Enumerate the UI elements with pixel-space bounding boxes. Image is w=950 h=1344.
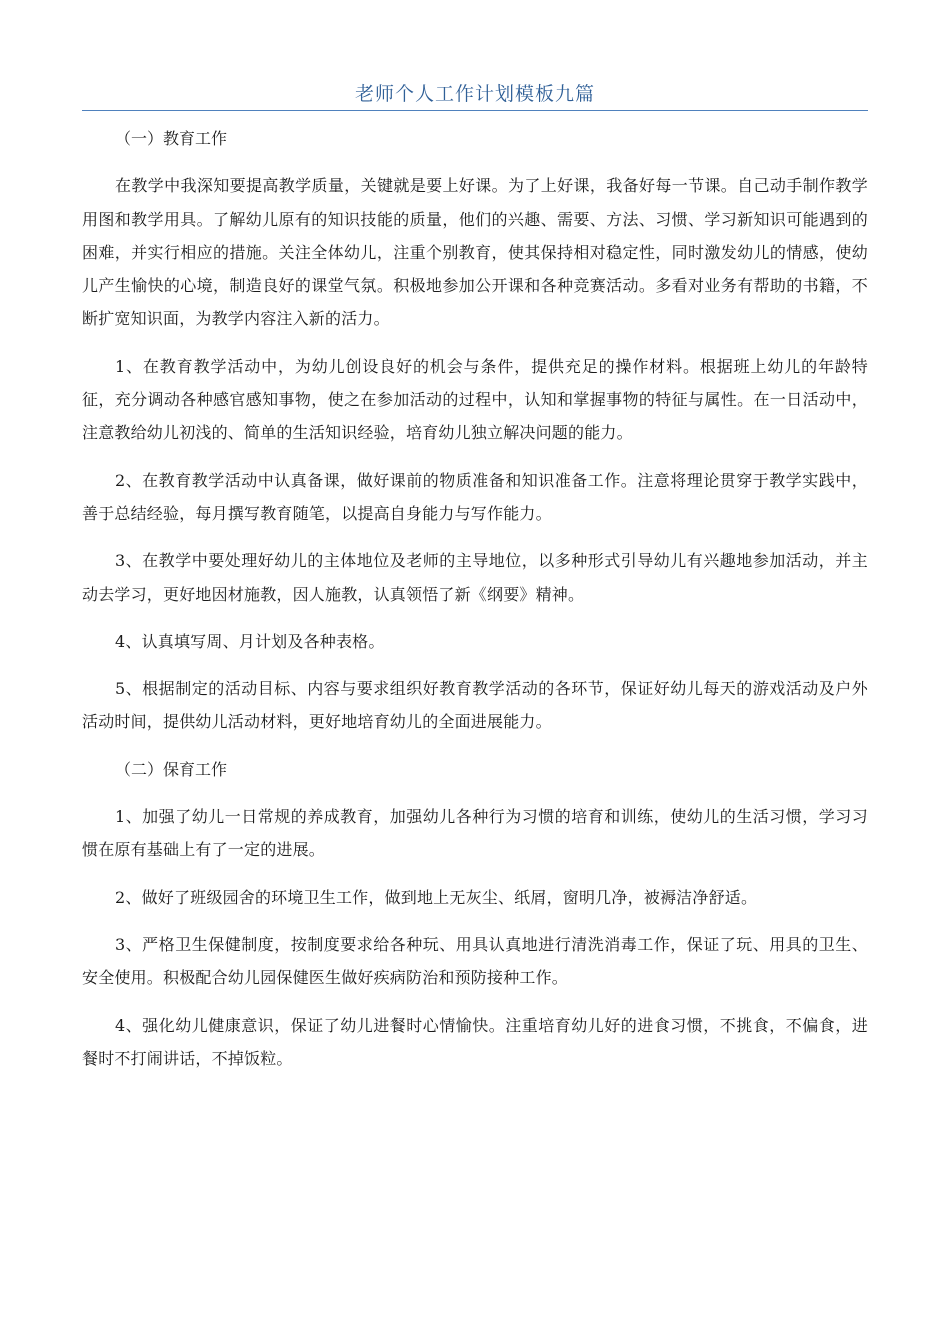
paragraph: 在教学中我深知要提高教学质量，关键就是要上好课。为了上好课，我备好每一节课。自己动手制作教学用图和教学用具。了解幼儿原有的知识技能的质量，他们的兴趣、需要、方法、习惯、学习新知识可能遇到的困难，并实行相应的措施。关注全体幼儿，注重个别教育，使其保持相对稳定性，同时激发幼儿的情感，使幼儿产生愉快的心境，制造良好的课堂气氛。积极地参加公开课和各种竞赛活动。多看对业务有帮助的书籍，不断扩宽知识面，为教学内容注入新的活力。	[82, 176, 868, 329]
paragraph: 4、认真填写周、月计划及各种表格。	[115, 631, 385, 651]
section-heading-care: （二）保育工作	[115, 759, 228, 779]
title-divider	[82, 110, 868, 111]
document-title: 老师个人工作计划模板九篇	[354, 83, 595, 105]
paragraph: 4、强化幼儿健康意识，保证了幼儿进餐时心情愉快。注重培育幼儿好的进食习惯，不挑食，不偏食，进餐时不打闹讲话，不掉饭粒。	[82, 1015, 868, 1068]
paragraph: 5、根据制定的活动目标、内容与要求组织好教育教学活动的各环节，保证好幼儿每天的游戏活动及户外活动时间，提供幼儿活动材料，更好地培育幼儿的全面进展能力。	[82, 679, 868, 732]
paragraph: 1、在教育教学活动中，为幼儿创设良好的机会与条件，提供充足的操作材料。根据班上幼儿的年龄特征，充分调动各种感官感知事物，使之在参加活动的过程中，认知和掌握事物的特征与属性。在一日活动中，注意教给幼儿初浅的、简单的生活知识经验，培育幼儿独立解决问题的能力。	[82, 356, 868, 443]
paragraph: 2、在教育教学活动中认真备课，做好课前的物质准备和知识准备工作。注意将理论贯穿于教学实践中，善于总结经验，每月撰写教育随笔，以提高自身能力与写作能力。	[82, 470, 868, 523]
section-heading-education: （一）教育工作	[115, 129, 228, 148]
paragraph: 2、做好了班级园舍的环境卫生工作，做到地上无灰尘、纸屑，窗明几净，被褥洁净舒适。	[115, 887, 758, 907]
paragraph: 1、加强了幼儿一日常规的养成教育，加强幼儿各种行为习惯的培育和训练，使幼儿的生活习惯，学习习惯在原有基础上有了一定的进展。	[82, 807, 868, 860]
document-body	[82, 122, 868, 1075]
paragraph: 3、严格卫生保健制度，按制度要求给各种玩、用具认真地进行清洗消毒工作，保证了玩、用具的卫生、安全使用。积极配合幼儿园保健医生做好疾病防治和预防接种工作。	[82, 934, 868, 988]
paragraph: 3、在教学中要处理好幼儿的主体地位及老师的主导地位，以多种形式引导幼儿有兴趣地参加活动，并主动去学习，更好地因材施教，因人施教，认真领悟了新《纲要》精神。	[82, 551, 868, 604]
